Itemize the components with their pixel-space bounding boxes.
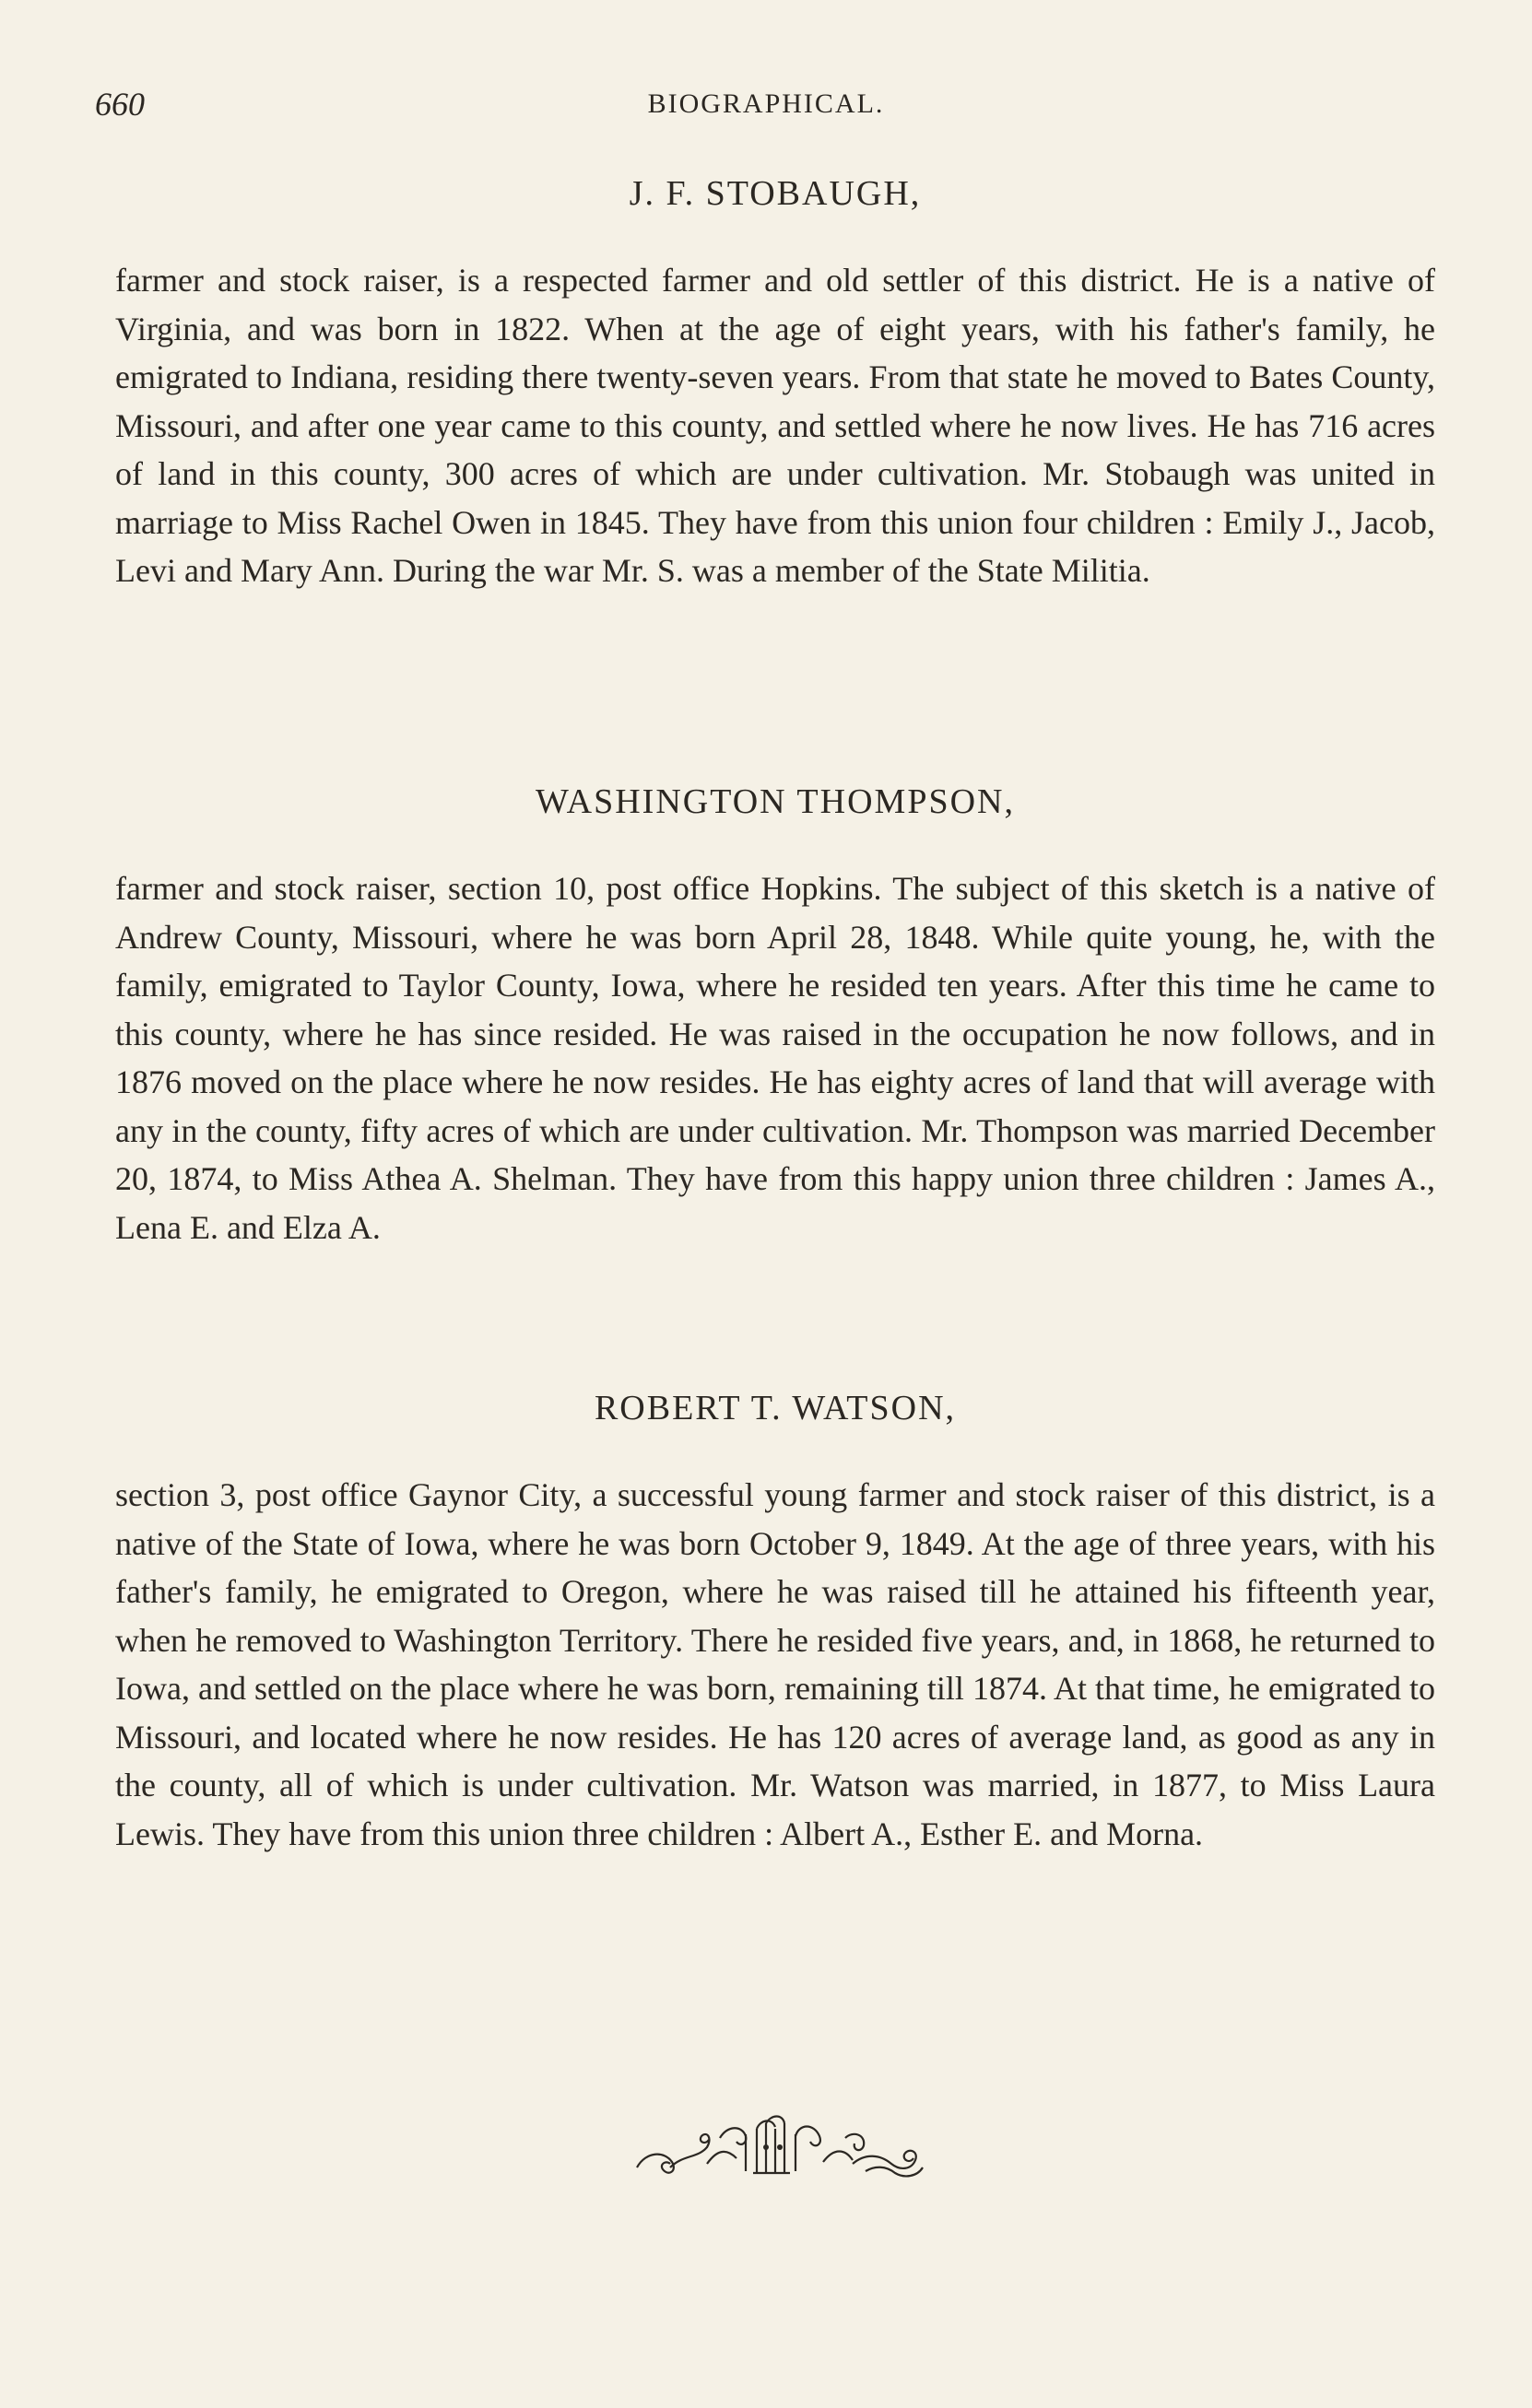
biography-stobaugh	[115, 173, 1435, 595]
biography-text: farmer and stock raiser, is a respected farmer and old settler of this district. He is a native of Virginia, and was born in 1822. When at the age of eight years, with his father's family, he emigrated to Indiana, residing there twenty-seven years. From that state he moved to Bates County, Missouri, and after one year came to this county, and settled where he now lives. He has 716 acres of land in this county, 300 acres of which are under cultivation. Mr. Stobaugh was united in marriage to Miss Rachel Owen in 1845. They have from this union four children : Emily J., Jacob, Levi and Mary Ann. During the war Mr. S. was a member of the State Militia.	[115, 262, 1435, 589]
biography-heading: J. F. STOBAUGH,	[629, 174, 922, 213]
page-number: 660	[95, 86, 145, 123]
biography-watson	[115, 1388, 1435, 1858]
biography-text: farmer and stock raiser, section 10, post office Hopkins. The subject of this sketch is a native of Andrew County, Missouri, where he was born April 28, 1848. While quite young, he, with the family, emigrated to Taylor County, Iowa, where he resided ten years. After this time he came to this county, where he has since resided. He was raised in the occupation he now follows, and in 1876 moved on the place where he now resides. He has eighty acres of land that will average with any in the county, fifty acres of which are under cultivation. Mr. Thompson was married December 20, 1874, to Miss Athea A. Shelman. They have from this happy union three children : James A., Lena E. and Elza A.	[115, 870, 1435, 1246]
biography-heading: WASHINGTON THOMPSON,	[536, 782, 1015, 821]
running-head	[0, 85, 1532, 131]
biography-text: section 3, post office Gaynor City, a successful young farmer and stock raiser of this district, is a native of the State of Iowa, where he was born October 9, 1849. At the age of three years, with his father's family, he emigrated to Oregon, where he was raised till he attained his fifteenth year, when he removed to Washington Territory. There he resided five years, and, in 1868, he returned to Iowa, and settled on the place where he was born, remaining till 1874. At that time, he emigrated to Missouri, and located where he now resides. He has 120 acres of average land, as good as any in the county, all of which is under cultivation. Mr. Watson was married, in 1877, to Miss Laura Lewis. They have from this union three children : Albert A., Esther E. and Morna.	[115, 1476, 1435, 1852]
running-title: BIOGRAPHICAL.	[647, 88, 885, 119]
biography-thompson	[115, 781, 1435, 1251]
biography-heading: ROBERT T. WATSON,	[594, 1389, 957, 1427]
decorative-scroll-ornament-icon	[628, 2110, 932, 2184]
